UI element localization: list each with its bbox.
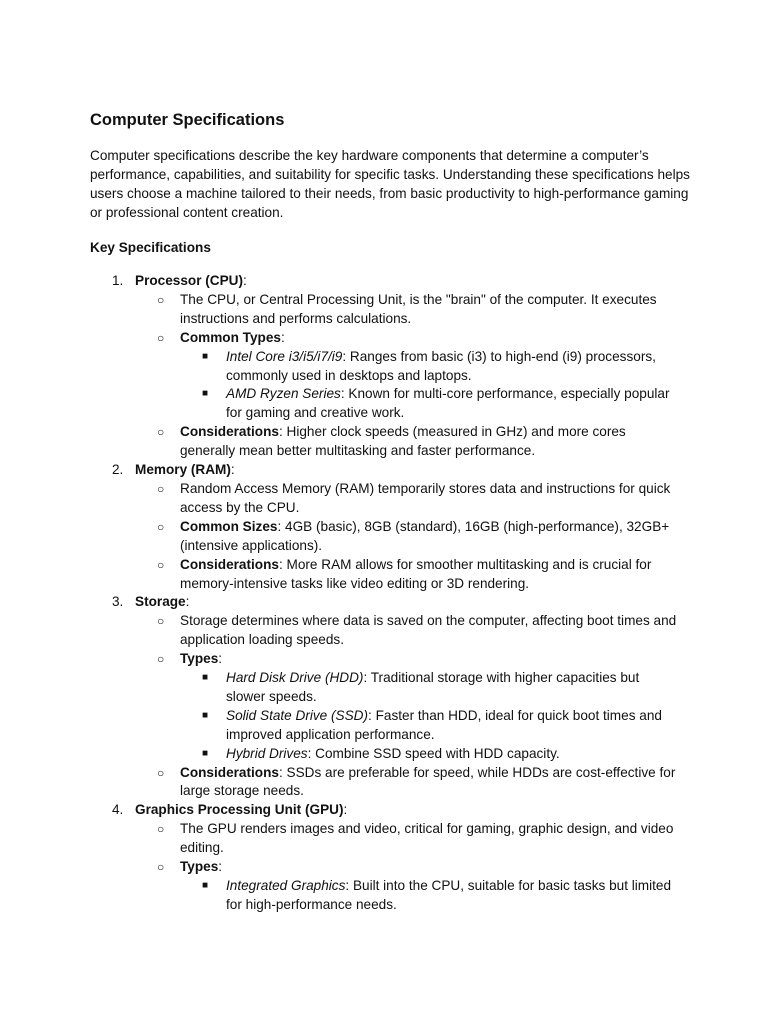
sub-text: : 4GB (basic), 8GB (standard), 16GB (high-performance), 32GB+ (intensive applications). <box>180 518 670 553</box>
circle-bullet-icon: ○ <box>157 330 165 345</box>
list-number: 1. <box>112 273 124 288</box>
list-item-memory: 2. Memory (RAM): <box>0 461 768 480</box>
list-number: 4. <box>112 802 124 818</box>
item-description: The CPU, or Central Processing Unit, is the "brain" of the computer. It executes instructions and performs calculations. <box>180 291 657 326</box>
type-text: : Ranges from basic (i3) to high-end (i9) processors, commonly used in desktops and laptops. <box>226 348 656 383</box>
item-label: Memory (RAM) <box>135 462 231 478</box>
type-text: : Traditional storage with higher capacities but slower speeds. <box>226 670 640 704</box>
sub-item <box>0 764 680 802</box>
section-heading: Key Specifications <box>90 240 211 255</box>
sub-text: : Higher clock speeds (measured in GHz) and more cores generally mean better multitasking and faster performance. <box>180 424 626 459</box>
square-bullet-icon: ■ <box>202 350 209 362</box>
circle-bullet-icon: ○ <box>157 860 165 875</box>
sub-item <box>0 556 680 594</box>
type-name: AMD Ryzen Series <box>226 386 341 402</box>
type-name: Intel Core i3/i5/i7/i9 <box>226 348 343 364</box>
sub-item <box>0 480 680 518</box>
sub-label: Types <box>180 651 219 667</box>
square-bullet-icon: ■ <box>202 388 209 400</box>
type-name: Solid State Drive (SSD) <box>226 707 369 723</box>
type-item <box>0 707 682 745</box>
square-bullet-icon: ■ <box>202 880 209 891</box>
sub-text: : More RAM allows for smoother multitasking and is crucial for memory-intensive tasks like video editing or 3D rendering. <box>180 556 652 591</box>
list-number: 2. <box>112 462 124 478</box>
circle-bullet-icon: ○ <box>157 614 165 629</box>
sub-item: ○ Types: <box>0 650 680 669</box>
sub-item: ○ Common Types: <box>0 329 680 348</box>
page-title: Computer Specifications <box>90 111 285 129</box>
type-text: : Known for multi-core performance, especially popular for gaming and creative work. <box>226 386 670 421</box>
sub-text: : SSDs are preferable for speed, while HDDs are cost-effective for large storage needs. <box>180 764 676 799</box>
circle-bullet-icon: ○ <box>157 765 165 780</box>
type-name: Integrated Graphics <box>226 878 346 893</box>
circle-bullet-icon: ○ <box>157 652 165 667</box>
list-item-storage: 3. Storage: <box>0 593 768 612</box>
square-bullet-icon: ■ <box>202 747 209 759</box>
item-description: The GPU renders images and video, critical for gaming, graphic design, and video editing. <box>180 821 674 856</box>
sub-label: Types <box>180 859 219 875</box>
circle-bullet-icon: ○ <box>157 519 165 534</box>
sub-label: Common Sizes <box>180 518 278 534</box>
type-item <box>0 385 682 423</box>
square-bullet-icon: ■ <box>202 709 209 721</box>
type-text: : Built into the CPU, suitable for basic tasks but limited for high-performance needs. <box>226 878 672 912</box>
circle-bullet-icon: ○ <box>157 557 165 572</box>
sub-label: Considerations <box>180 424 279 440</box>
type-item <box>0 745 682 764</box>
list-number: 3. <box>112 594 124 610</box>
type-item <box>0 348 682 386</box>
sub-item <box>0 291 680 329</box>
list-item-gpu: 4. Graphics Processing Unit (GPU): <box>0 801 768 820</box>
intro-paragraph: Computer specifications describe the key hardware components that determine a computer’s performance, capabilities, and suitability for specific tasks. Understanding these specifications helps users choose a machine tailored to their needs, from basic productivity to high-performance gaming or professional content creation. <box>90 148 690 220</box>
type-text: : Faster than HDD, ideal for quick boot times and improved application performance. <box>226 707 662 742</box>
sub-item <box>0 518 680 556</box>
sub-label: Considerations <box>180 556 279 572</box>
item-description: Storage determines where data is saved on the computer, affecting boot times and application loading speeds. <box>180 613 677 648</box>
item-description: Random Access Memory (RAM) temporarily stores data and instructions for quick access by the CPU. <box>180 480 671 515</box>
type-name: Hybrid Drives <box>226 745 308 761</box>
item-label: Storage <box>135 594 186 610</box>
type-item <box>0 877 682 915</box>
sub-item: ○ Types: <box>0 858 680 877</box>
square-bullet-icon: ■ <box>202 672 209 684</box>
circle-bullet-icon: ○ <box>157 822 165 837</box>
sub-label: Considerations <box>180 764 279 780</box>
circle-bullet-icon: ○ <box>157 425 165 440</box>
type-text: : Combine SSD speed with HDD capacity. <box>307 745 560 761</box>
sub-item <box>0 612 680 650</box>
type-name: Hard Disk Drive (HDD) <box>226 670 364 686</box>
type-item <box>0 669 682 707</box>
circle-bullet-icon: ○ <box>157 292 165 307</box>
item-label: Processor (CPU) <box>135 273 244 288</box>
list-item-processor: 1. Processor (CPU): <box>0 272 768 291</box>
sub-item <box>0 423 680 461</box>
specifications-list <box>0 272 768 915</box>
sub-label: Common Types <box>180 329 281 345</box>
circle-bullet-icon: ○ <box>157 481 165 496</box>
item-label: Graphics Processing Unit (GPU) <box>135 802 344 818</box>
sub-item <box>0 820 680 858</box>
